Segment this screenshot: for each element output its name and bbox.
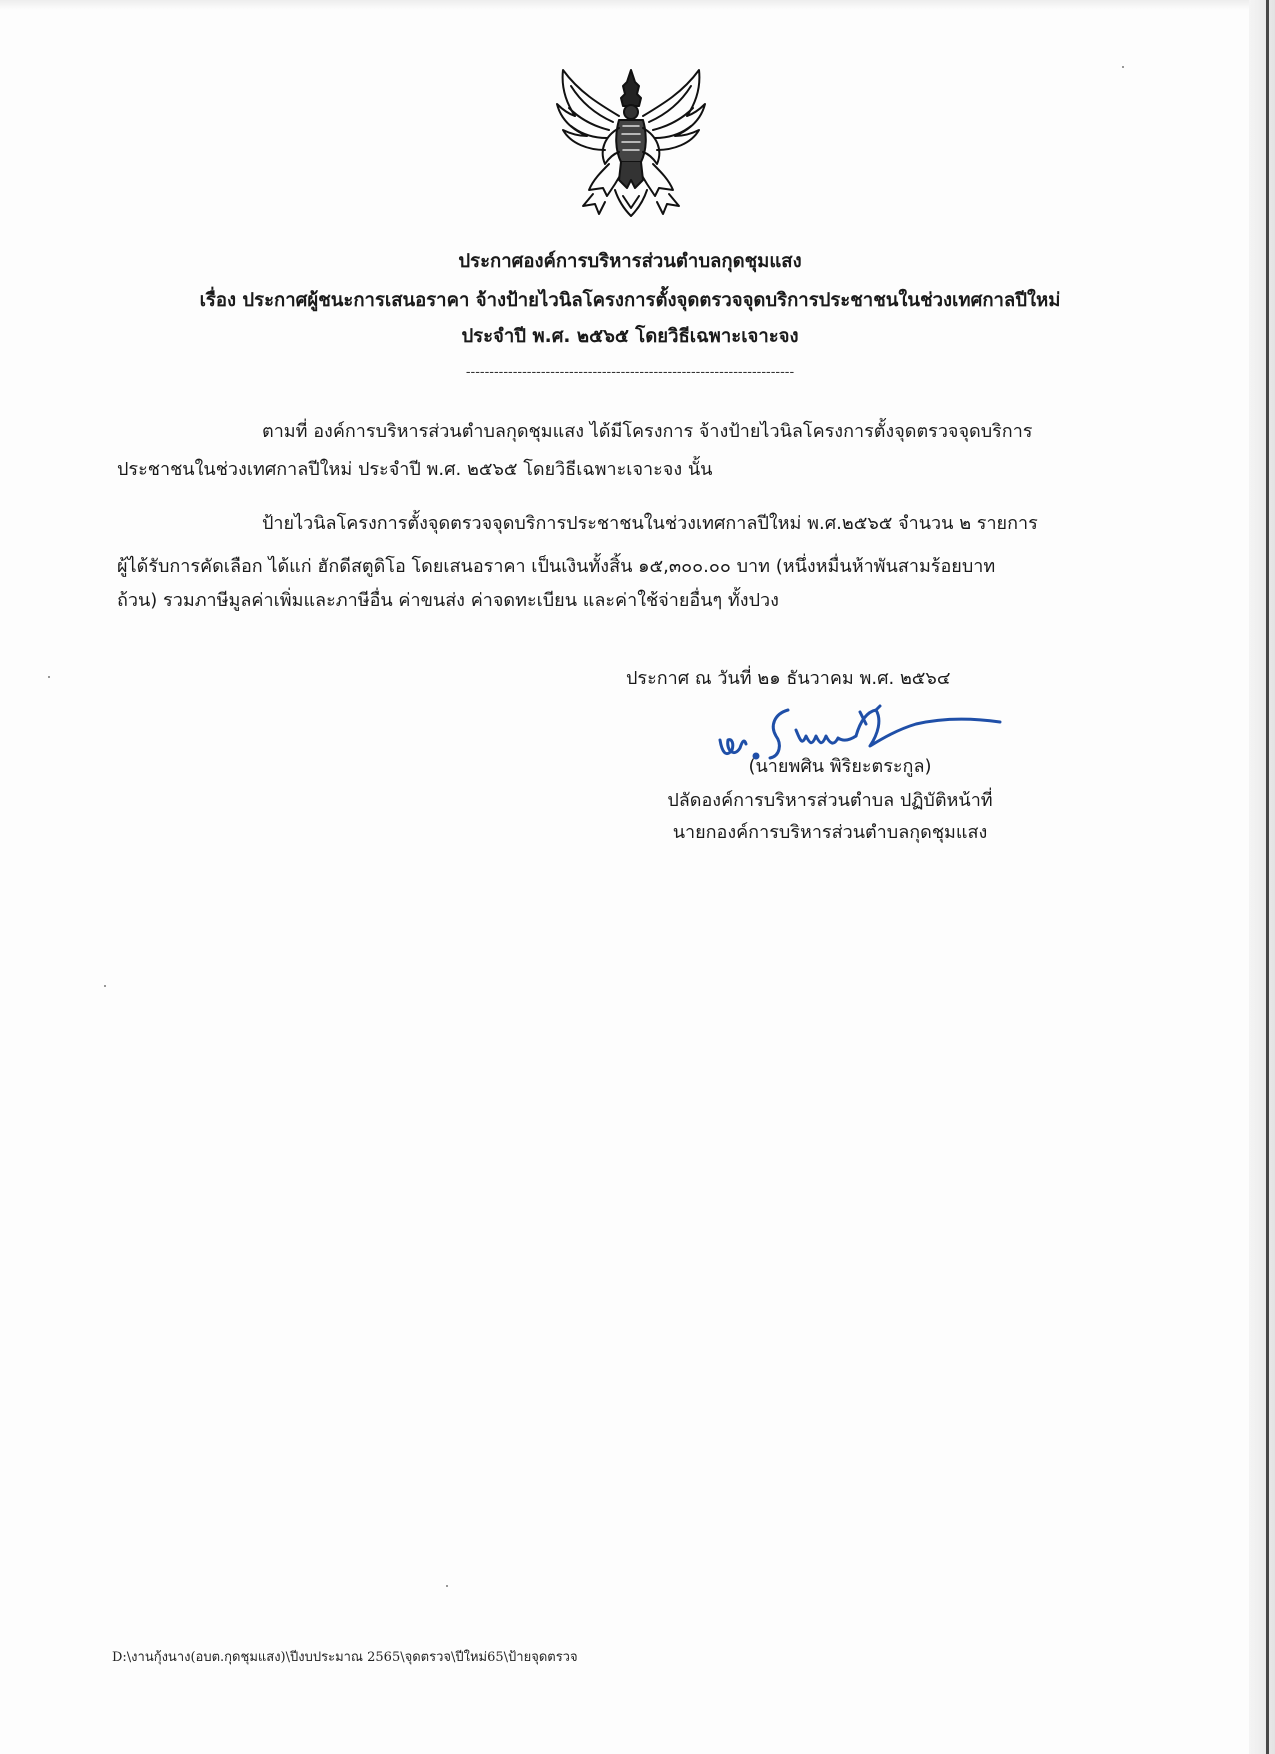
announcement-subject: เรื่อง ประกาศผู้ชนะการเสนอราคา จ้างป้ายไวนิลโครงการตั้งจุดตรวจจุดบริการประชาชนในช่วงเทศกาลปีใหม่ (199, 290, 1061, 311)
scan-right-edge-line (1266, 0, 1269, 1754)
paragraph2-line2: ผู้ได้รับการคัดเลือก ได้แก่ ฮักดีสตูดิโอ โดยเสนอราคา เป็นเงินทั้งสิ้น ๑๕,๓๐๐.๐๐ บาท (หนึ่งหมื่นห้าพันสามร้อยบาท (117, 556, 996, 577)
paragraph1-line1: ตามที่ องค์การบริหารส่วนตำบลกุดชุมแสง ได้มีโครงการ จ้างป้ายไวนิลโครงการตั้งจุดตรวจจุดบริการ (262, 421, 1033, 442)
scan-speck (48, 676, 50, 678)
scan-speck (446, 1585, 448, 1587)
scan-right-shadow (1249, 0, 1275, 1754)
signer-name: (นายพศิน พิริยะตระกูล) (748, 756, 932, 777)
signer-position-line1: ปลัดองค์การบริหารส่วนตำบล ปฏิบัติหน้าที่ (667, 790, 993, 811)
garuda-emblem-icon (549, 64, 713, 224)
announcement-subject-continued: ประจำปี พ.ศ. ๒๕๖๕ โดยวิธีเฉพาะเจาะจง (461, 326, 799, 347)
scan-speck (104, 985, 106, 987)
announcement-title: ประกาศองค์การบริหารส่วนตำบลกุดชุมแสง (458, 251, 802, 272)
file-path-footer: D:\งานกุ้งนาง(อบต.กุดชุมแสง)\ปีงบประมาณ 2565\จุดตรวจ\ปีใหม่65\ป้ายจุดตรวจ (112, 1650, 578, 1665)
paragraph1-line2: ประชาชนในช่วงเทศกาลปีใหม่ ประจำปี พ.ศ. ๒๕๖๕ โดยวิธีเฉพาะเจาะจง นั้น (117, 459, 713, 480)
scan-top-shadow (0, 0, 1275, 10)
scan-speck (1122, 66, 1124, 68)
paragraph2-line1: ป้ายไวนิลโครงการตั้งจุดตรวจจุดบริการประชาชนในช่วงเทศกาลปีใหม่ พ.ศ.๒๕๖๕ จำนวน ๒ รายการ (262, 513, 1038, 534)
title-separator: ---------------------------------------------------------------------- (465, 365, 795, 380)
signer-position-line2: นายกองค์การบริหารส่วนตำบลกุดชุมแสง (672, 822, 988, 843)
paragraph2-line3: ถ้วน) รวมภาษีมูลค่าเพิ่มและภาษีอื่น ค่าขนส่ง ค่าจดทะเบียน และค่าใช้จ่ายอื่นๆ ทั้งปวง (117, 590, 779, 611)
announce-date: ประกาศ ณ วันที่ ๒๑ ธันวาคม พ.ศ. ๒๕๖๔ (626, 668, 951, 689)
